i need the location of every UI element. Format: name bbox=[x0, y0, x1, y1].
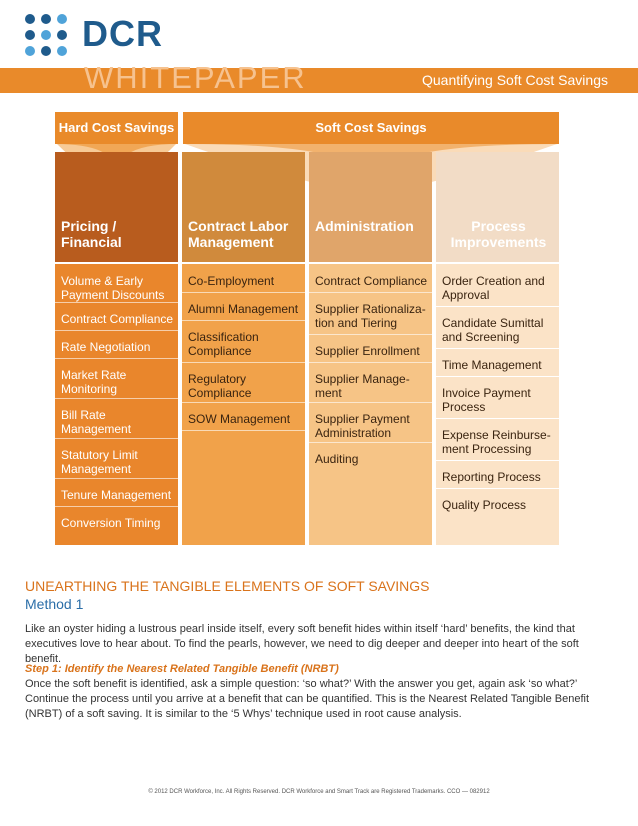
banner-whitepaper: WHITEPAPER bbox=[84, 60, 307, 95]
section-title: UNEARTHING THE TANGIBLE ELEMENTS OF SOFT SAVINGS bbox=[25, 578, 430, 594]
list-item: Alumni Management bbox=[188, 302, 299, 316]
list-item: Co-Employment bbox=[188, 274, 275, 288]
list-item: Regulatory Compliance bbox=[188, 372, 252, 400]
column-header bbox=[55, 152, 178, 262]
list-item: Classification Compliance bbox=[188, 330, 259, 358]
step1-paragraph: Once the soft benefit is identified, ask a simple question: ‘so what?’ With the answer you get, again ask ‘so what?’ Continue the process until you arrive at a benefit that can be quantified. This is the Nearest Related Tangible Benefit (NRBT) of a soft saving. It is similar to the ‘5 Whys’ technique used in root cause analysis. bbox=[25, 678, 589, 720]
list-item: Volume & Early Payment Discounts bbox=[61, 274, 165, 302]
list-item: Tenure Management bbox=[61, 488, 172, 502]
column-title: Administration bbox=[315, 218, 414, 234]
list-item: Supplier Payment Administration bbox=[315, 412, 410, 440]
list-item: Expense Reinburse-ment Processing bbox=[442, 428, 551, 456]
list-item: Supplier Manage-ment bbox=[315, 372, 410, 400]
column-header bbox=[182, 152, 305, 262]
list-item: Supplier Enrollment bbox=[315, 344, 420, 358]
intro-paragraph: Like an oyster hiding a lustrous pearl inside itself, every soft benefit hides within itself ‘hard’ benefits, the kind that executives love to hear about. To find the pearls, however, we need to dig deeper and deeper into heart of the soft benefit. bbox=[25, 623, 579, 665]
section-subtitle: Method 1 bbox=[25, 596, 84, 612]
list-item: Auditing bbox=[315, 452, 359, 466]
list-item: Rate Negotiation bbox=[61, 340, 151, 354]
list-item: Time Management bbox=[442, 358, 542, 372]
list-item: Candidate Sumittal and Screening bbox=[442, 316, 544, 344]
step1-title: Step 1: Identify the Nearest Related Tangible Benefit (NRBT) bbox=[25, 663, 339, 675]
list-item: Reporting Process bbox=[442, 470, 541, 484]
list-item: Conversion Timing bbox=[61, 516, 161, 530]
footer: © 2012 DCR Workforce, Inc. All Rights Reserved. DCR Workforce and Smart Track are Registered Trademarks. CCO — 082912 bbox=[148, 789, 490, 795]
list-item: Quality Process bbox=[442, 498, 527, 512]
list-item: Supplier Rationaliza-tion and Tiering bbox=[315, 302, 426, 330]
column-header bbox=[436, 152, 559, 262]
logo-text: DCR bbox=[82, 13, 163, 54]
list-item: Statutory Limit Management bbox=[61, 448, 138, 476]
column-title: Contract Labor Management bbox=[188, 218, 289, 250]
savings-table bbox=[55, 112, 559, 545]
banner-title: Quantifying Soft Cost Savings bbox=[422, 72, 608, 88]
list-item: Contract Compliance bbox=[61, 312, 174, 326]
logo-dots-icon bbox=[25, 14, 69, 58]
column-body bbox=[182, 264, 305, 545]
column-title: Pricing / Financial bbox=[61, 218, 122, 250]
list-item: Contract Compliance bbox=[315, 274, 428, 288]
soft-cost-header: Soft Cost Savings bbox=[183, 112, 559, 144]
column-body bbox=[309, 264, 432, 545]
list-item: Invoice Payment Process bbox=[442, 386, 531, 414]
column-header bbox=[309, 152, 432, 262]
list-item: Order Creation and Approval bbox=[442, 274, 545, 302]
hard-cost-header: Hard Cost Savings bbox=[55, 112, 178, 144]
column-body bbox=[55, 264, 178, 545]
list-item: Market Rate Monitoring bbox=[61, 368, 127, 396]
column-title: Process Improvements bbox=[450, 218, 547, 250]
column-body bbox=[436, 264, 559, 545]
list-item: SOW Management bbox=[188, 412, 291, 426]
list-item: Bill Rate Management bbox=[61, 408, 132, 436]
